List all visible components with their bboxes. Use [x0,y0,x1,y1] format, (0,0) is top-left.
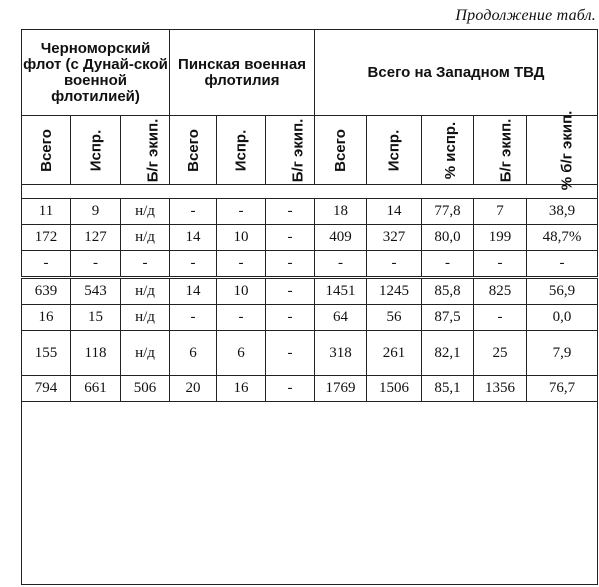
table-cell: 661 [71,376,121,402]
table-cell: 6 [217,331,266,376]
table-cell: н/д [121,305,170,331]
table-cell: 20 [170,376,217,402]
table-row [22,225,598,251]
table-cell: 11 [22,199,71,225]
subheader: Испр. [385,129,403,171]
table-cell: 16 [217,376,266,402]
table-cell: 9 [71,199,121,225]
table-cell: н/д [121,225,170,251]
table-cell: 18 [315,199,367,225]
table-cell: н/д [121,331,170,376]
table-cell: 77,8 [422,199,474,225]
table-cell: - [266,331,315,376]
table-row [22,305,598,331]
spacer-row [22,185,598,199]
table-cell: 1356 [474,376,527,402]
table-cell: 56,9 [527,278,598,305]
table-cell: 1451 [315,278,367,305]
table-cell: 0,0 [527,305,598,331]
table-cell: 155 [22,331,71,376]
table-cell: - [422,251,474,278]
table-cell: 1506 [367,376,422,402]
group-header-pinsk: Пинская военная флотилия [170,30,315,116]
table-cell: - [170,199,217,225]
table-cell: - [266,251,315,278]
table-cell: - [217,305,266,331]
table-cell: - [71,251,121,278]
table-cell: - [22,251,71,278]
table-cell: - [315,251,367,278]
table-cell: - [527,251,598,278]
table-cell: - [474,251,527,278]
table-cell: 1769 [315,376,367,402]
table-cell: 118 [71,331,121,376]
table-row [22,331,598,376]
subheader-row [22,116,598,185]
empty-table-area [22,402,598,585]
table-cell: - [217,251,266,278]
table-cell: 506 [121,376,170,402]
table-cell: - [266,225,315,251]
subheader: Испр. [232,129,250,171]
table-cell: 85,8 [422,278,474,305]
table-cell: 794 [22,376,71,402]
table-cell: 15 [71,305,121,331]
table-cell: 48,7% [527,225,598,251]
table-cell: 56 [367,305,422,331]
table-cell: - [266,278,315,305]
data-table [21,29,598,585]
subheader: % испр. [442,121,460,179]
table-cell: 327 [367,225,422,251]
table-cell: 409 [315,225,367,251]
table-cell: - [170,251,217,278]
subheader: Всего [184,128,202,172]
subheader: Испр. [86,129,104,171]
table-cell: - [474,305,527,331]
table-cell: - [266,199,315,225]
table-cell: - [266,305,315,331]
group-header-black-sea: Черноморский флот (с Дунай-ской военной флотилией) [22,30,170,116]
subheader: Б/г экип. [289,118,307,182]
table-cell: 1245 [367,278,422,305]
table-cell: 318 [315,331,367,376]
table-cell: - [217,199,266,225]
table-cell: 14 [170,225,217,251]
table-cell: н/д [121,199,170,225]
table-cell: - [121,251,170,278]
table-cell: 16 [22,305,71,331]
group-header-western-total: Всего на Западном ТВД [315,30,598,116]
table-cell: н/д [121,278,170,305]
table-cell: 82,1 [422,331,474,376]
table-cell: 76,7 [527,376,598,402]
table-cell: 543 [71,278,121,305]
table-cell: 172 [22,225,71,251]
table-row [22,199,598,225]
table-cell: 825 [474,278,527,305]
subheader: Б/г экип. [144,118,162,182]
table-row [22,251,598,278]
table-cell: - [266,376,315,402]
table-cell: 127 [71,225,121,251]
table-cell: 87,5 [422,305,474,331]
subheader: Всего [331,128,349,172]
table-cell: 6 [170,331,217,376]
table-cell: 7,9 [527,331,598,376]
subheader: Б/г экип. [497,118,515,182]
table-cell: 639 [22,278,71,305]
table-cell: 38,9 [527,199,598,225]
table-cell: 7 [474,199,527,225]
table-cell: 64 [315,305,367,331]
subheader: Всего [37,128,55,172]
table-cell: 25 [474,331,527,376]
table-row [22,376,598,402]
table-cell: 261 [367,331,422,376]
table-cell: 10 [217,278,266,305]
table-row [22,278,598,305]
table-caption: Продолжение табл. [455,7,596,24]
table-cell: 80,0 [422,225,474,251]
table-cell: 14 [170,278,217,305]
table-cell: 199 [474,225,527,251]
table-cell: 85,1 [422,376,474,402]
table-cell: - [367,251,422,278]
table-cell: 10 [217,225,266,251]
table-cell: 14 [367,199,422,225]
subheader: % б/г экип. [558,110,576,190]
table-cell: - [170,305,217,331]
